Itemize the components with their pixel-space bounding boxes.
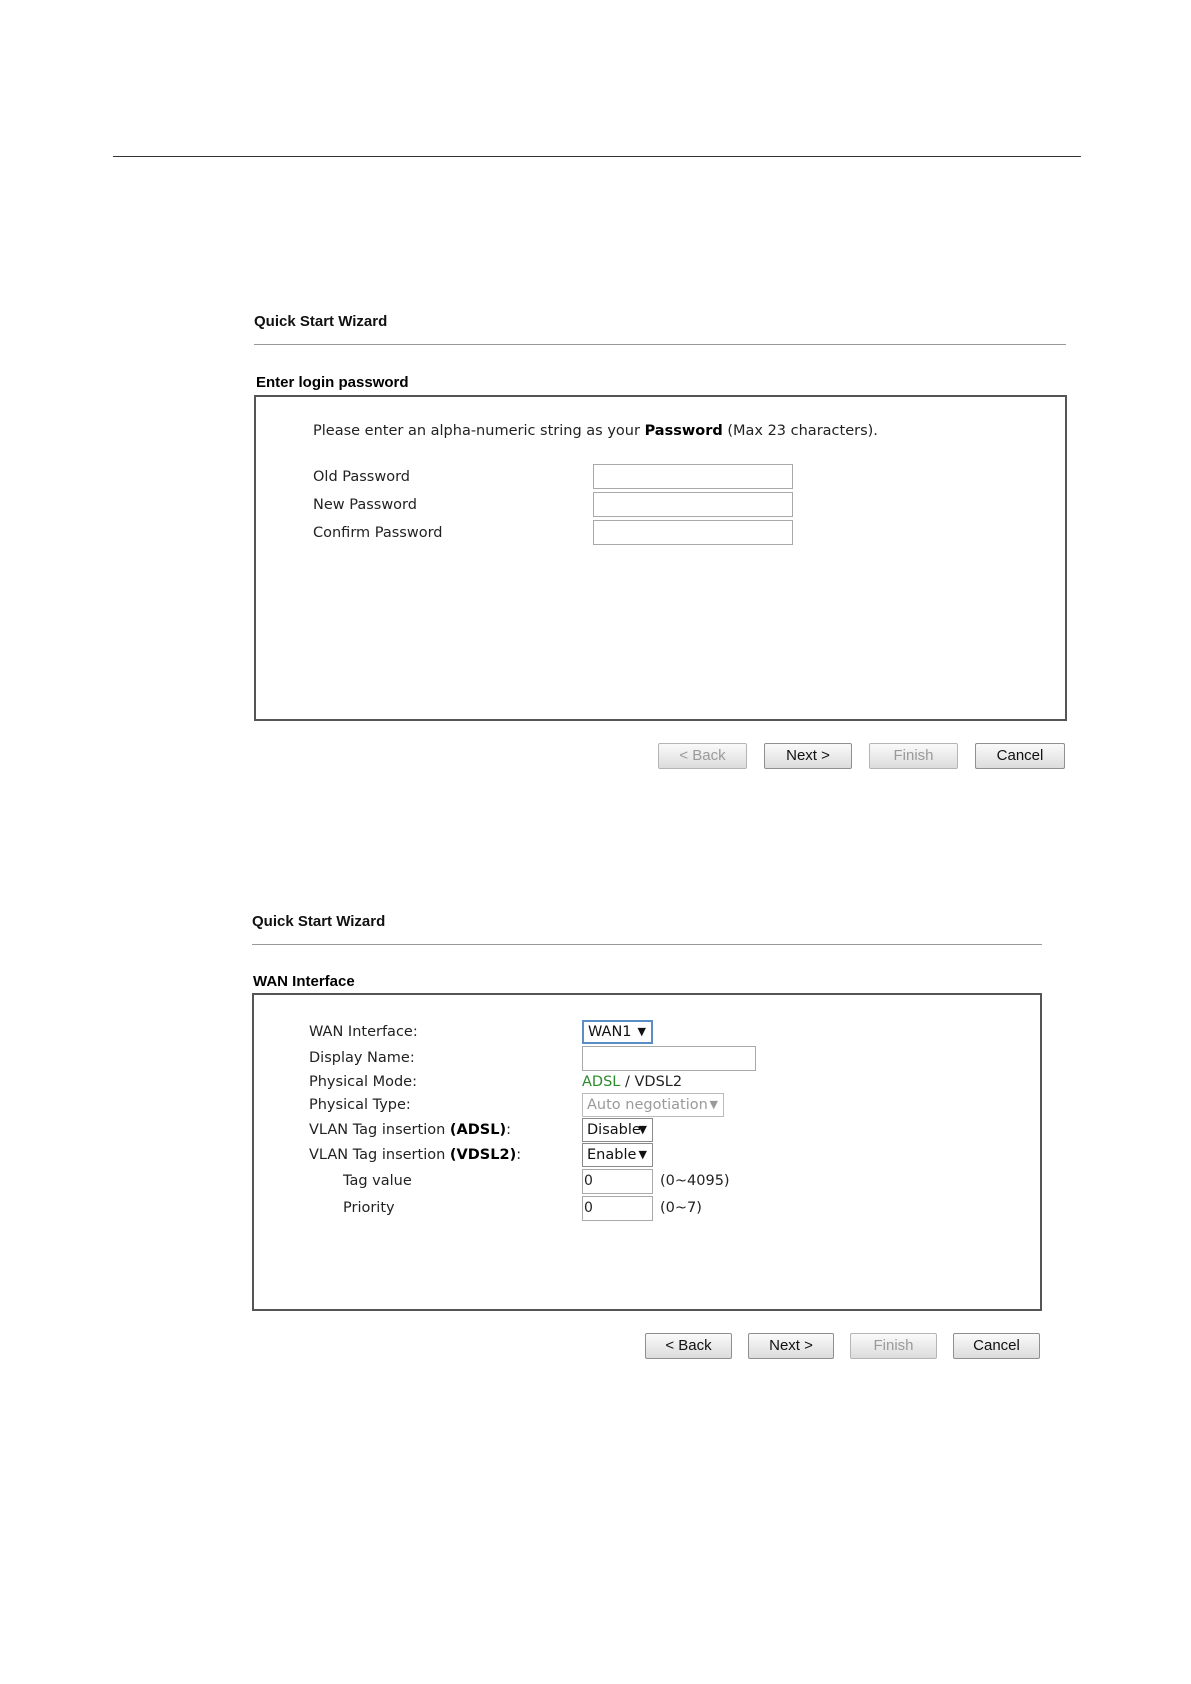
new-password-input[interactable] (593, 492, 793, 517)
physical-mode-adsl: ADSL (582, 1074, 621, 1090)
wizard2-finish-button[interactable]: Finish (850, 1333, 937, 1359)
wizard1-title-rule (254, 344, 1066, 345)
password-panel (254, 395, 1067, 721)
wizard2-title-rule (252, 944, 1042, 945)
wizard1-finish-button[interactable]: Finish (869, 743, 958, 769)
instruction-bold: Password (644, 423, 723, 439)
vlan-adsl-select[interactable] (582, 1118, 653, 1142)
vlan-vdsl2-label (309, 1147, 521, 1163)
wizard1-title: Quick Start Wizard (254, 313, 388, 330)
wizard1-cancel-button[interactable]: Cancel (975, 743, 1065, 769)
vlan-vdsl2-value: Enable (587, 1147, 637, 1163)
wizard1-section-title: Enter login password (256, 374, 409, 391)
display-name-input[interactable] (582, 1046, 756, 1071)
confirm-password-label: Confirm Password (313, 525, 443, 541)
wizard1-back-button[interactable]: < Back (658, 743, 747, 769)
physical-mode-value (582, 1074, 682, 1090)
physical-type-value: Auto negotiation (587, 1097, 708, 1113)
wan-interface-value: WAN1 (588, 1024, 632, 1040)
wan-interface-select[interactable] (582, 1020, 653, 1044)
vlan-vdsl2-label-bold: (VDSL2) (449, 1147, 517, 1163)
vlan-adsl-label-colon: : (506, 1122, 511, 1138)
vlan-vdsl2-label-colon: : (516, 1147, 522, 1163)
old-password-input[interactable] (593, 464, 793, 489)
wizard2-cancel-button[interactable]: Cancel (953, 1333, 1040, 1359)
vlan-vdsl2-label-text: VLAN Tag insertion (309, 1147, 446, 1163)
vlan-adsl-label-text: VLAN Tag insertion (309, 1122, 446, 1138)
confirm-password-input[interactable] (593, 520, 793, 545)
vlan-vdsl2-select[interactable] (582, 1143, 653, 1167)
vlan-adsl-value: Disable (587, 1122, 641, 1138)
dropdown-arrow-icon: ▼ (709, 1098, 718, 1111)
tag-value-label: Tag value (343, 1173, 412, 1189)
wan-interface-label: WAN Interface: (309, 1024, 418, 1040)
old-password-label: Old Password (313, 469, 410, 485)
wizard2-next-button[interactable]: Next > (748, 1333, 834, 1359)
priority-input[interactable]: 0 (582, 1196, 653, 1221)
vlan-adsl-label-bold: (ADSL) (449, 1122, 507, 1138)
wizard2-back-button[interactable]: < Back (645, 1333, 732, 1359)
instruction-text: Please enter an alpha-numeric string as your (313, 423, 640, 439)
physical-mode-label: Physical Mode: (309, 1074, 417, 1090)
tag-value-input[interactable]: 0 (582, 1169, 653, 1194)
instruction-limit: (Max 23 characters). (727, 423, 878, 439)
dropdown-arrow-icon: ▼ (638, 1123, 647, 1136)
wizard1-next-button[interactable]: Next > (764, 743, 852, 769)
page-top-rule (113, 156, 1081, 157)
dropdown-arrow-icon: ▼ (638, 1148, 647, 1161)
wizard2-title: Quick Start Wizard (252, 913, 386, 930)
wan-interface-panel (252, 993, 1042, 1311)
tag-value-range: (0~4095) (660, 1173, 730, 1189)
physical-mode-vdsl2: VDSL2 (634, 1074, 683, 1090)
dropdown-arrow-icon: ▼ (637, 1025, 646, 1038)
physical-type-label: Physical Type: (309, 1097, 411, 1113)
priority-range: (0~7) (660, 1200, 702, 1216)
priority-label: Priority (343, 1200, 395, 1216)
new-password-label: New Password (313, 497, 417, 513)
password-instruction (313, 423, 878, 439)
physical-mode-separator: / (624, 1074, 630, 1090)
wizard2-section-title: WAN Interface (253, 973, 355, 990)
vlan-adsl-label (309, 1122, 511, 1138)
display-name-label: Display Name: (309, 1050, 415, 1066)
physical-type-select[interactable] (582, 1093, 724, 1117)
